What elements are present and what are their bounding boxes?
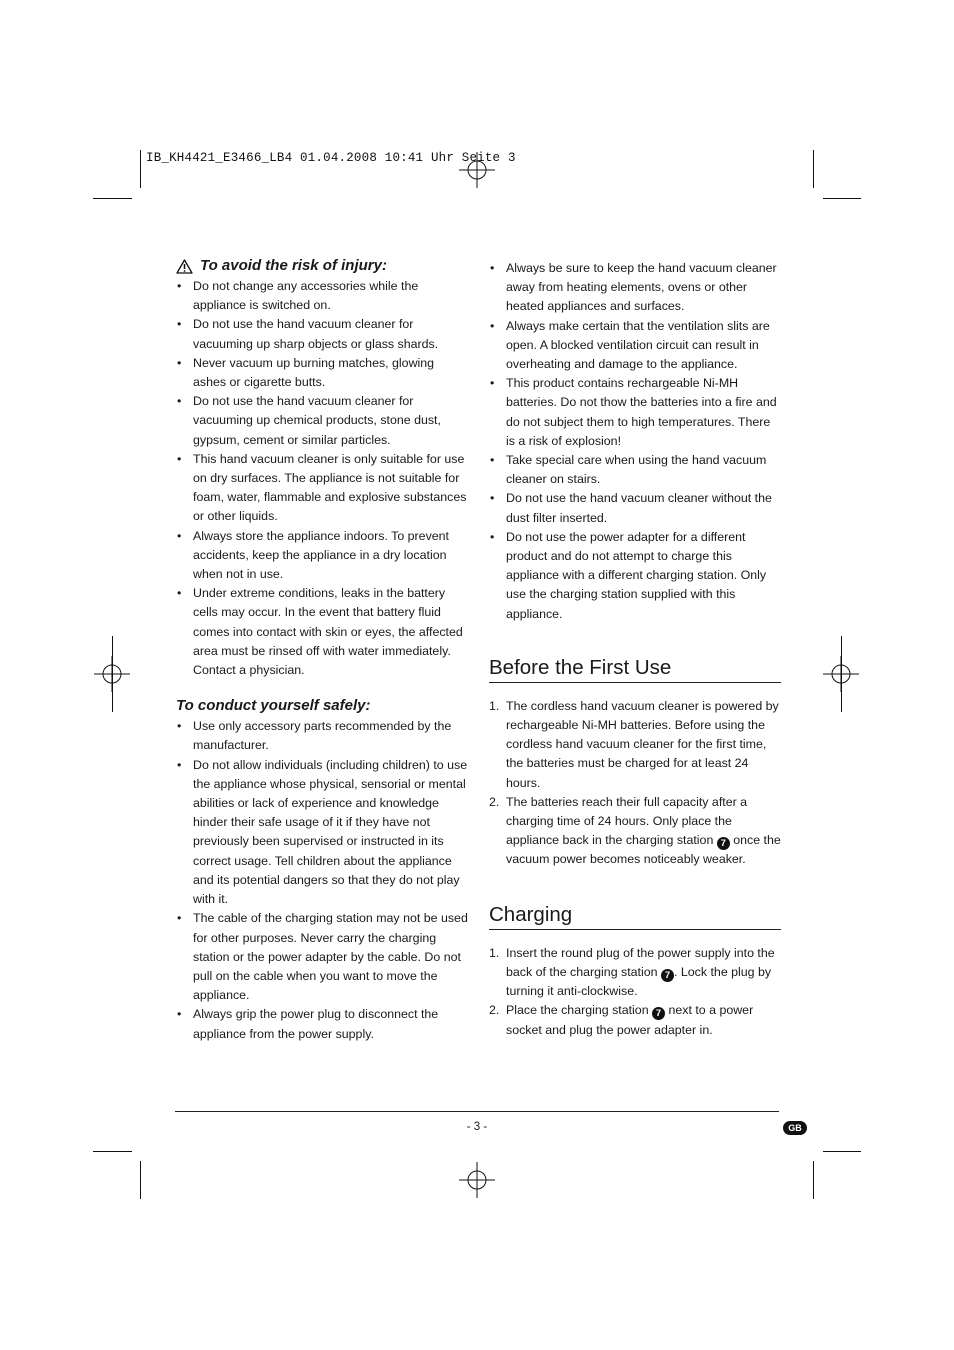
charging-heading: Charging <box>489 902 781 930</box>
step-number: 1. <box>489 945 500 960</box>
list-item: • This hand vacuum cleaner is only suitable for use on dry surfaces. The appliance is not suitable for foam, water, flammable and explosive substances or other liquids. <box>176 450 468 527</box>
list-item: • Under extreme conditions, leaks in the battery cells may occur. In the event that battery fluid comes into contact with skin or eyes, the affected area must be rinsed off with water immediately. Contact a physician. <box>176 584 468 680</box>
list-item: • Use only accessory parts recommended by the manufacturer. <box>176 717 468 755</box>
crop-mark <box>140 1161 141 1199</box>
injury-subheading-text: To avoid the risk of injury: <box>200 257 387 274</box>
injury-list <box>176 277 468 680</box>
before-first-use-steps <box>489 697 781 870</box>
part-reference-badge: 7 <box>661 969 674 982</box>
list-item: • Do not allow individuals (including children) to use the appliance whose physical, sensorial or mental abilities or lack of experience and knowledge hinder their safe usage of it if they have not previously been supervised or instructed in its correct usage. Tell children about the appliance and its potential dangers so that they do not play with it. <box>176 756 468 910</box>
list-item: • Do not use the power adapter for a different product and do not attempt to charge this appliance with a different charging station. Only use the charging station supplied with this appliance. <box>489 528 781 624</box>
list-item: • Do not use the hand vacuum cleaner without the dust filter inserted. <box>489 489 781 527</box>
conduct-list <box>176 717 468 1043</box>
list-item <box>489 1001 781 1039</box>
list-item: • Do not change any accessories while the appliance is switched on. <box>176 277 468 315</box>
print-slug: IB_KH4421_E3466_LB4 01.04.2008 10:41 Uhr Seite 3 <box>146 151 516 165</box>
list-item: • Never vacuum up burning matches, glowing ashes or cigarette butts. <box>176 354 468 392</box>
crop-mark <box>841 636 842 712</box>
crop-mark <box>140 150 141 188</box>
crop-mark <box>813 1161 814 1199</box>
part-reference-badge: 7 <box>652 1007 665 1020</box>
list-item <box>489 944 781 1002</box>
list-item: • Always make certain that the ventilation slits are open. A blocked ventilation circuit can result in overheating and damage to the appliance. <box>489 317 781 375</box>
crop-mark <box>93 198 132 199</box>
step-text: The batteries reach their full capacity after a charging time of 24 hours. Only place the appliance back in the charging station <box>506 794 748 848</box>
right-column <box>489 259 781 1040</box>
step-text: Place the charging station <box>506 1003 653 1018</box>
step-text: once the vacuum power becomes noticeably weaker. <box>506 833 781 867</box>
crop-mark <box>93 1151 132 1152</box>
list-item: • Take special care when using the hand vacuum cleaner on stairs. <box>489 451 781 489</box>
charging-steps <box>489 944 781 1040</box>
conduct-subheading <box>176 696 468 716</box>
step-text: next to a power socket and plug the power adapter in. <box>506 1003 754 1037</box>
registration-mark-icon <box>459 1162 495 1198</box>
safety-list-continued <box>489 259 781 624</box>
list-item: • This product contains rechargeable Ni-MH batteries. Do not thow the batteries into a fire and do not subject them to high temperatures. There is a risk of explosion! <box>489 374 781 451</box>
footer-rule <box>175 1111 779 1112</box>
conduct-subheading-text: To conduct yourself safely: <box>176 697 371 715</box>
list-item: • Do not use the hand vacuum cleaner for vacuuming up chemical products, stone dust, gypsum, cement or similar particles. <box>176 392 468 450</box>
step-text: . Lock the plug by turning it anti-clockwise. <box>506 964 772 999</box>
left-column <box>176 256 468 1044</box>
step-number: 2. <box>489 794 500 809</box>
list-item <box>489 793 781 870</box>
step-number: 1. <box>489 698 500 713</box>
crop-mark <box>823 198 861 199</box>
part-reference-badge: 7 <box>717 837 730 850</box>
list-item: • Always grip the power plug to disconnect the appliance from the power supply. <box>176 1005 468 1043</box>
step-text: Insert the round plug of the power supply into the back of the charging station <box>506 945 775 979</box>
injury-subheading <box>176 256 468 276</box>
list-item <box>489 697 781 793</box>
step-text: The cordless hand vacuum cleaner is powered by rechargeable Ni-MH batteries. Before using the cordless hand vacuum cleaner for the first time, the batteries must be charged for at least 24 hours. <box>506 698 779 790</box>
country-badge: GB <box>783 1121 807 1135</box>
registration-mark-icon <box>459 152 495 188</box>
list-item: • Do not use the hand vacuum cleaner for vacuuming up sharp objects or glass shards. <box>176 315 468 353</box>
step-number: 2. <box>489 1003 500 1018</box>
list-item: • Always store the appliance indoors. To prevent accidents, keep the appliance in a dry location when not in use. <box>176 527 468 585</box>
page-number: - 3 - <box>466 1121 488 1133</box>
list-item: • The cable of the charging station may not be used for other purposes. Never carry the charging station or the power adapter by the cable. Do not pull on the cable when you want to move the appliance. <box>176 909 468 1005</box>
crop-mark <box>823 1151 861 1152</box>
crop-mark <box>112 636 113 712</box>
before-first-use-heading: Before the First Use <box>489 655 781 683</box>
warning-triangle-icon <box>176 259 193 274</box>
list-item: • Always be sure to keep the hand vacuum cleaner away from heating elements, ovens or other heated appliances and surfaces. <box>489 259 781 317</box>
crop-mark <box>813 150 814 188</box>
